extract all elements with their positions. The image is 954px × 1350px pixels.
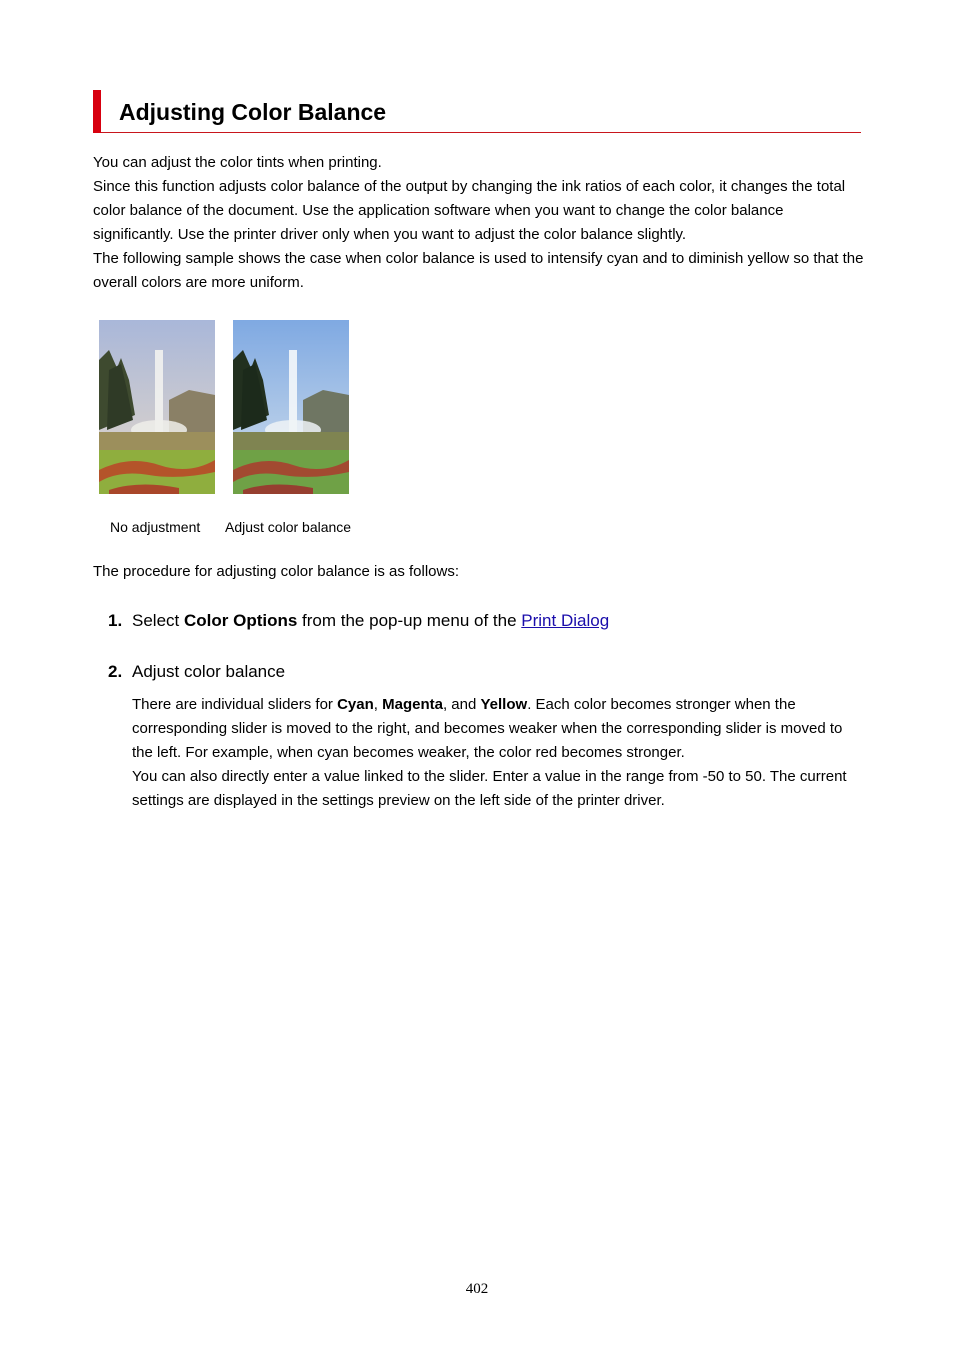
step-1 — [108, 609, 609, 633]
section-heading — [93, 90, 861, 133]
step-2-paragraph-1 — [132, 693, 862, 765]
intro-text — [93, 151, 865, 295]
step-2-title: Adjust color balance — [132, 662, 286, 681]
step-1-number: 1. — [108, 611, 123, 630]
separator-1: , — [373, 696, 383, 713]
step-1-text-middle: from the pop-up menu of the — [297, 611, 522, 630]
sample-image-no-adjustment — [99, 320, 215, 494]
page-number: 402 — [465, 1281, 489, 1297]
print-dialog-link[interactable]: Print Dialog — [521, 611, 610, 630]
step-2-number: 2. — [108, 662, 123, 681]
page-title: Adjusting Color Balance — [119, 99, 387, 125]
separator-2: , and — [442, 696, 481, 713]
intro-paragraph-2: Since this function adjusts color balance of the output by changing the ink ratios of each color, it changes the total color balance of the document. Use the application software when you want to change the color balance significantly. Use the printer driver only when you want to adjust the color balance slightly. — [93, 178, 846, 243]
caption-no-adjustment: No adjustment — [110, 519, 201, 535]
intro-paragraph-3: The following sample shows the case when color balance is used to intensify cyan and to diminish yellow so that the overall colors are more uniform. — [93, 250, 864, 291]
step-1-text-before: Select — [132, 611, 184, 630]
step-2-paragraph-2: You can also directly enter a value linked to the slider. Enter a value in the range from -50 to 50. The current settings are displayed in the settings preview on the left side of the printer driver. — [132, 768, 847, 809]
procedure-intro: The procedure for adjusting color balance is as follows: — [93, 563, 460, 580]
step-2-body-prefix: There are individual sliders for — [132, 696, 338, 713]
step-1-bold-term: Color Options — [183, 611, 298, 630]
heading-accent-bar — [93, 90, 101, 133]
yellow-term: Yellow — [480, 696, 528, 713]
sample-image-adjusted — [233, 320, 349, 494]
cyan-term: Cyan — [337, 696, 374, 713]
step-2-body-rest: . Each color becomes stronger when the corresponding slider is moved to the right, and becomes weaker when the corresponding slider is moved to the left. For example, when cyan becomes weaker, the color red becomes stronger. — [132, 696, 843, 761]
step-2 — [108, 660, 285, 684]
intro-line-1: You can adjust the color tints when printing. — [93, 154, 382, 171]
magenta-term: Magenta — [382, 696, 443, 713]
step-2-body — [132, 693, 862, 813]
caption-adjust-color-balance: Adjust color balance — [225, 519, 352, 535]
